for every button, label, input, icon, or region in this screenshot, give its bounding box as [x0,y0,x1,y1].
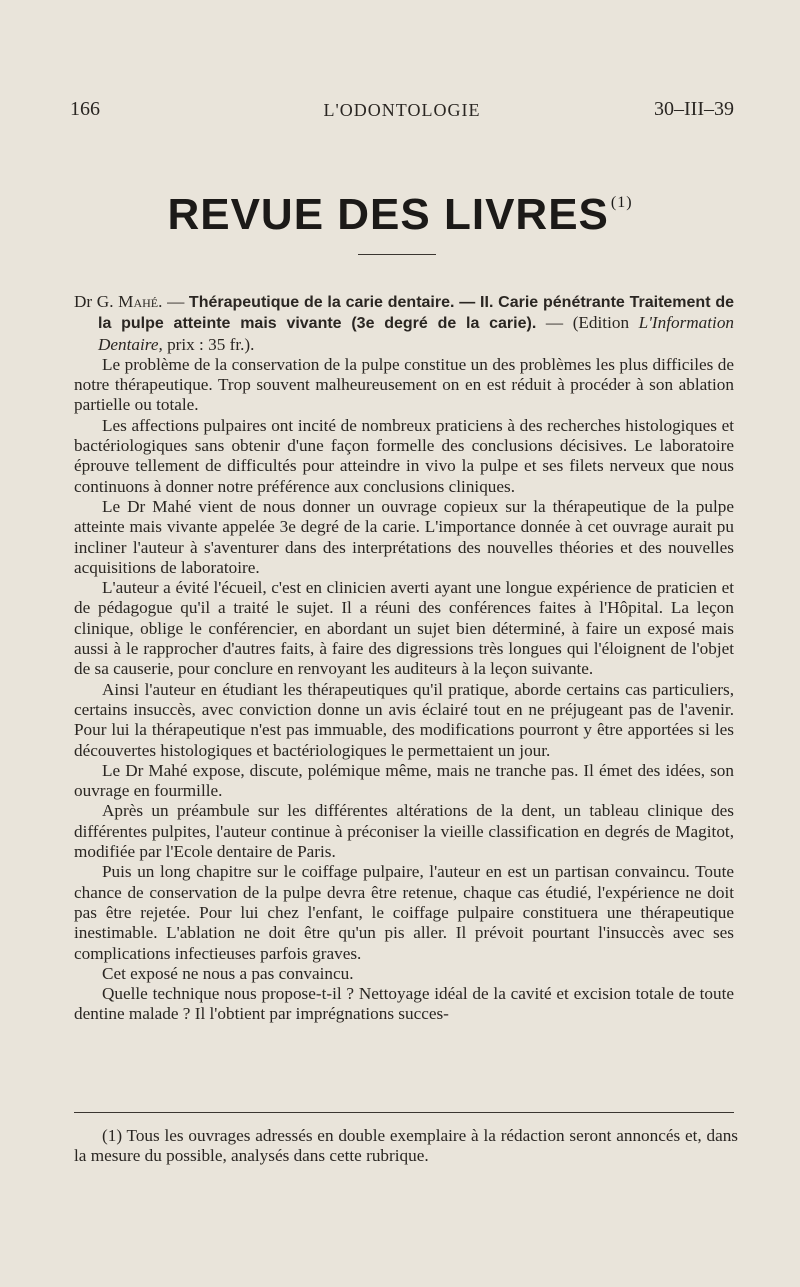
paragraph: Le problème de la conservation de la pulpe constitue un des problèmes les plus difficiles de notre thérapeutique. Trop souvent malheureusement on en est réduit à procéder à son ablation partielle ou totale. [74,354,734,415]
journal-title: L'ODONTOLOGIE [323,100,481,120]
edition-prefix: (Edition [572,313,639,333]
entry-dash-2: — [536,313,564,333]
running-head [70,98,734,126]
footnote-rule [74,1112,734,1113]
paragraph: Puis un long chapitre sur le coiffage pulpaire, l'auteur en est un partisan convaincu. Toute chance de conservation de la pulpe devra être retenue, chaque cas étudié, l'expérience ne doit pas être rejetée. Pour lui chez l'enfant, le coiffage pulpaire constituera une thérapeutique inestimable. L'ablation ne doit être qu'un pis aller. Il prévoit pourtant l'insuccès avec ses complications infectieuses parfois graves. [74,862,734,963]
section-title [0,190,800,240]
footnote-ref: (1) [610,194,633,211]
paragraph: Les affections pulpaires ont incité de nombreux praticiens à des recherches histologiques et bactériologiques sans obtenir d'une façon formelle des conclusions décisives. Le laboratoire éprouve tellement de difficultés pour atteindre in vivo la pulpe et ses filets nerveux que nous continuons à donner notre préférence aux conclusions cliniques. [74,415,734,496]
book-title: Thérapeutique de la carie dentaire. — II. Carie pénétrante Traitement de la pulpe atteinte mais vivante (3e degré de la carie). [98,294,735,333]
title-rule [358,254,436,255]
paragraph: Après un préambule sur les différentes altérations de la dent, un tableau clinique des différentes pulpites, l'auteur continue à préconiser la vieille classification en degrés de Magitot, modifiée par l'Ecole dentaire de Paris. [74,801,734,862]
author-name: Mahé. [118,292,163,311]
paragraph: Cet exposé ne nous a pas convaincu. [102,963,354,983]
author-initial: G. [96,292,114,311]
paragraph: L'auteur a évité l'écueil, c'est en clinicien averti ayant une longue expérience de praticien et de pédagogue qu'il a traité le sujet. Il a réuni des conférences faites à l'Hôpital. La leçon clinique, oblige le conférencier, en abordant un sujet bien déterminé, à faire un exposé mais aussi à le rapprocher d'autres faits, à faire des digressions très longues qui l'éloignent de l'objet de sa causerie, pour conclure en renvoyant les auditeurs à la leçon suivante. [74,578,734,679]
paragraph: Ainsi l'auteur en étudiant les thérapeutiques qu'il pratique, aborde certains cas particuliers, certains insuccès, avec conviction donne un avis éclairé tout en ne préjugeant pas de l'avenir. Pour lui la thérapeutique n'est pas immuable, des modifications pourront y être apportées si les découvertes histologiques et bactériologiques le permettaient un jour. [74,679,734,760]
issue-date: 30–III–39 [654,98,734,120]
author-title: Dr [74,292,93,311]
paragraph: Le Dr Mahé expose, discute, polémique même, mais ne tranche pas. Il émet des idées, son ouvrage en fourmille. [74,760,734,801]
page-number: 166 [70,98,100,120]
paragraph: Le Dr Mahé vient de nous donner un ouvrage copieux sur la thérapeutique de la pulpe atteinte mais vivante appelée 3e degré de la carie. L'importance donnée à cet ouvrage aurait pu incliner l'auteur à s'aventurer dans des interprétations des nouvelles théories et des nouvelles acquisitions de laboratoire. [74,496,734,577]
book-entry [74,292,734,355]
edition-suffix: prix : 35 fr.). [162,334,255,354]
edition-name: L'Information Dentaire, [98,313,735,354]
footnote: (1) Tous les ouvrages adressés en double exemplaire à la rédaction seront annoncés et, dans la mesure du possible, analysés dans cette rubrique. [74,1126,738,1166]
entry-dash: — [167,292,185,311]
section-title-text: REVUE DES LIVRES [167,190,609,239]
paragraph: Quelle technique nous propose-t-il ? Nettoyage idéal de la cavité et excision totale de toute dentine malade ? Il l'obtient par imprégnations succes- [74,984,734,1024]
review-body [74,292,734,1025]
